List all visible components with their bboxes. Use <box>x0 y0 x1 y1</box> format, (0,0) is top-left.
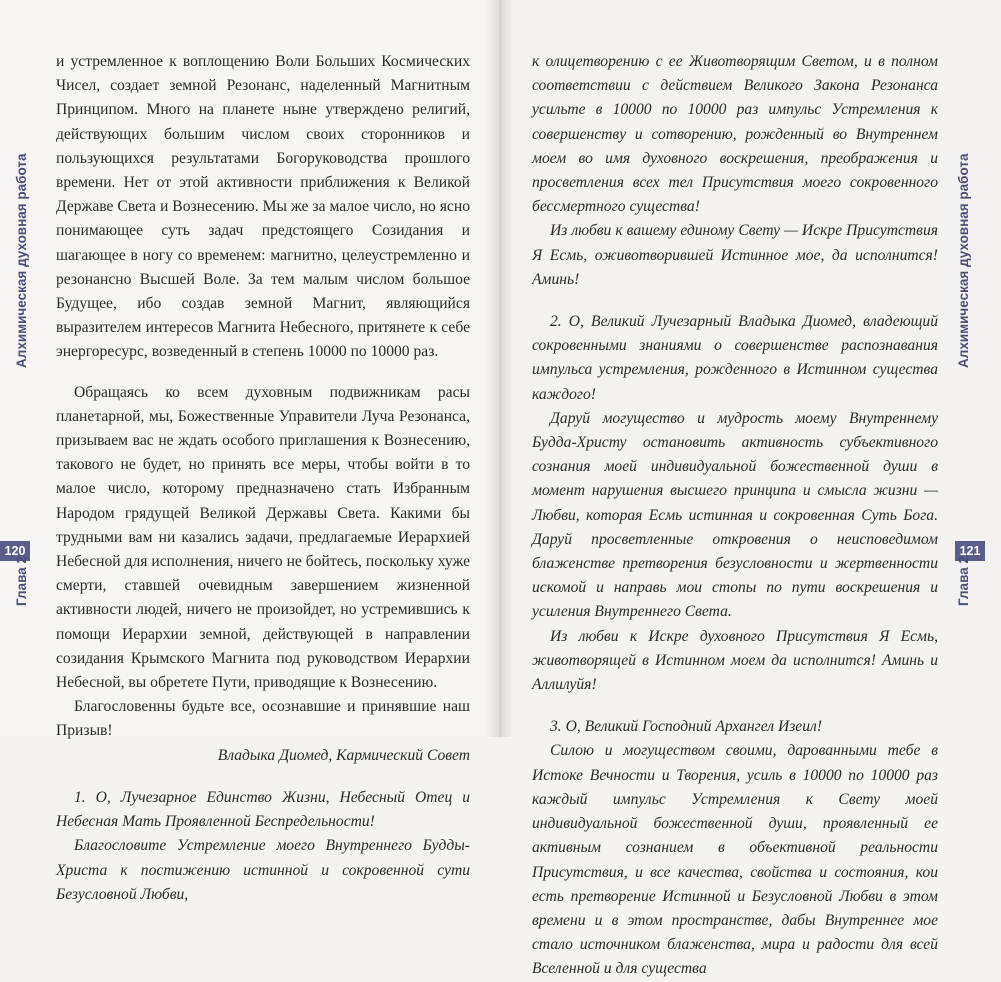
left-running-head: Алхимическая духовная работа <box>14 153 29 368</box>
right-paragraph-1: к олицетворению с ее Животворящим Светом, и в полном соответствии с действием Великого Закона Резонанса усильте в 10000 по 10000 раз импульс Устремления к совершенству и сотворению, рожденный во Внутреннем моем во имя духовного воскрешения, преображения и просветления всех тел Присутствия моего сокровенного бессмертного существа! <box>532 53 938 216</box>
right-running-head: Алхимическая духовная работа <box>956 153 971 368</box>
right-paragraph-2: Из любви к вашему единому Свету — Искре Присутствия Я Есмь, оживотворившей Истинное мое, да исполнится! Аминь! <box>532 222 938 288</box>
left-paragraph-1: и устремленное к воплощению Воли Больших Космических Чисел, создает земной Резонанс, наделенный Магнитным Принципом. Много на планете ныне утверждено религий, действующих большим числом своих сторонников и пользующихся результатами Богоруководства прошлого времени. Нет от этой активности приближения к Великой Державе Света и Вознесению. Мы же за малое число, но ясно понимающее суть задач предстоящего Созидания и шагающее в ногу со временем: магнитно, целеустремленно и резонансно Высшей Воле. За тем малым числом большое Будущее, ибо создав земной Магнит, являющийся выразителем интересов Магнита Небесного, притянете к себе энергоресурс, возведенный в степень 10000 по 10000 раз. <box>56 53 470 361</box>
prayer-2-heading: 2. О, Великий Лучезарный Владыка Диомед, владеющий сокровенными знаниями о совершенстве распознавания импульса устремления, рожденного в Истинном существа каждого! <box>532 313 938 403</box>
left-paragraph-2: Обращаясь ко всем духовным подвижникам расы планетарной, мы, Божественные Управители Луча Резонанса, призываем вас не ждать особого приглашения к Вознесению, такового не будет, но принять все меры, чтобы войти в то малое число, которому предназначено стать Избранным Народом грядущей Великой Державы Света. Какими бы трудными вам ни казались задачи, предлагаемые Иерархией Небесной для исполнения, ничего не бойтесь, поскольку хуже смерти, ставшей очевидным завершением жизненной активности людей, ничего не произойдет, но устремившись к помощи Иерархии земной, действующей в направлении созидания Крымского Магнита под руководством Иерархии Небесной, вы обретете Пути, приводящие к Вознесению. <box>56 383 470 692</box>
left-page-number: 120 <box>0 541 30 561</box>
right-chapter-label: Глава 2 <box>956 556 971 606</box>
left-chapter-label: Глава 2 <box>14 556 29 606</box>
prayer-1-text: Благословите Устремление моего Внутреннего Будды-Христа к постижению истинной и сокровенной сути Безусловной Любви, <box>56 837 470 903</box>
right-text-column <box>532 50 938 982</box>
prayer-3-heading: 3. О, Великий Господний Архангел Изеил! <box>550 718 823 736</box>
left-paragraph-3: Благословенны будьте все, осознавшие и принявшие наш Призыв! <box>56 698 470 740</box>
prayer-3-text: Силою и могуществом своими, дарованными тебе в Истоке Вечности и Творения, усиль в 10000 по 10000 раз каждый импульс Устремления к Свету моей индивидуальной божественной души, проявленный ее активным сознанием в объективной реальности Присутствия, и все качества, свойства и состояния, кои есть претворение Истинной и Безусловной Любви в этом времени и в этом пространстве, дабы Внутреннее мое стало источником блаженства, мира и радости для всей Вселенной и для существа <box>532 742 938 978</box>
prayer-2-close: Из любви к Искре духовного Присутствия Я Есмь, животворящей в Истинном моем да исполнится! Аминь и Аллилуйя! <box>532 627 938 694</box>
left-text-column <box>56 50 470 907</box>
right-page-number: 121 <box>955 541 985 561</box>
signature: Владыка Диомед, Кармический Совет <box>217 746 470 764</box>
book-gutter <box>486 0 514 737</box>
prayer-1-heading: 1. О, Лучезарное Единство Жизни, Небесный Отец и Небесная Мать Проявленной Беспредельности! <box>56 788 470 831</box>
prayer-2-text: Даруй могущество и мудрость моему Внутреннему Будда-Христу остановить активность субъективного сознания моей индивидуальной божественной души в момент нарушения высшего принципа и смысла жизни — Любви, которая Есмь истинная и сокровенная Суть Бога. Даруй просветленные откровения о неисповедимом блаженстве претворения безусловности и жертвенности искомой и направь мои стопы по пути воскрешения и усиления Внутреннего Света. <box>532 409 938 621</box>
